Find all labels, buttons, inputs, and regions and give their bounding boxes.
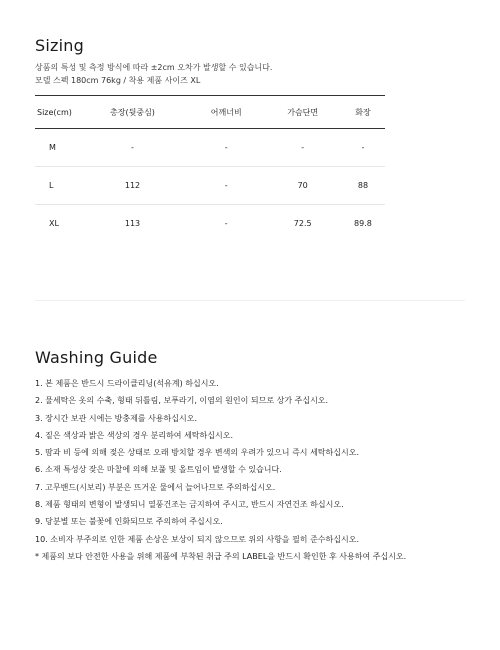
washing-guide-title: Washing Guide <box>35 348 158 367</box>
chest-width-cell: - <box>264 129 340 167</box>
list-item: 7. 고무밴드(시보리) 부분은 뜨거운 물에서 늘어나므로 주의하십시오. <box>35 482 276 492</box>
chest-width-cell: 72.5 <box>293 219 312 228</box>
header-chest-width: 가슴단면 <box>264 96 340 129</box>
header-shoulder-width: 어깨너비 <box>188 96 264 129</box>
sizing-section <box>35 36 385 242</box>
total-length-cell: - <box>77 129 188 167</box>
list-item: 2. 물세탁은 옷의 수축, 형태 뒤틀림, 보푸라기, 이염의 원인이 되므로 상가 주십시오. <box>35 396 329 406</box>
total-length-cell: 113 <box>124 219 141 228</box>
section-divider <box>35 300 465 301</box>
size-cell: M <box>35 129 77 167</box>
list-item: 6. 소재 특성상 잦은 마찰에 의해 보풀 및 올트임이 발생할 수 있습니다. <box>35 465 282 475</box>
sleeve-length-cell: 88 <box>341 167 385 205</box>
list-item: 5. 땀과 비 등에 의해 젖은 상태로 오래 방치할 경우 변색의 우려가 있으니 즉시 세탁하십시오. <box>35 448 359 458</box>
shoulder-width-cell: - <box>188 129 264 167</box>
table-row <box>35 167 385 205</box>
size-cell: L <box>35 167 77 205</box>
total-length-cell: 112 <box>77 167 188 205</box>
size-table-header-row <box>35 96 385 129</box>
header-size: Size(cm) <box>35 96 77 129</box>
list-item: 1. 본 제품은 반드시 드라이클리닝(석유계) 하십시오. <box>35 379 219 388</box>
sizing-tolerance-note: 상품의 특성 및 측정 방식에 따라 ±2cm 오차가 발생할 수 있습니다. <box>35 63 273 72</box>
shoulder-width-cell: - <box>224 219 228 228</box>
list-item: 9. 당분별 또는 불꽃에 인화되므로 주의하여 주십시오. <box>35 517 223 527</box>
table-row <box>35 205 385 243</box>
header-total-length: 총장(뒷중심) <box>77 96 188 129</box>
model-spec-note: 모델 스펙 180cm 76kg / 착용 제품 사이즈 XL <box>35 76 201 85</box>
size-cell: XL <box>49 219 59 228</box>
care-label-note: * 제품의 보다 안전한 사용을 위해 제품에 부착된 취급 주의 LABEL을 반드시 확인한 후 사용하여 주십시오. <box>35 551 407 561</box>
sleeve-length-cell: - <box>341 129 385 167</box>
table-row <box>35 129 385 167</box>
list-item: 10. 소비자 부주의로 인한 제품 손상은 보상이 되지 않으므로 위의 사항을 필히 준수하십시오. <box>35 534 359 544</box>
shoulder-width-cell: - <box>188 167 264 205</box>
list-item: 3. 장시간 보관 시에는 방충제를 사용하십시오. <box>35 413 197 423</box>
washing-guide-section <box>35 348 475 565</box>
list-item: 4. 짙은 색상과 밝은 색상의 경우 분리하여 세탁하십시오. <box>35 430 233 440</box>
washing-guide-list <box>35 375 475 565</box>
sleeve-length-cell: 89.8 <box>354 219 372 228</box>
list-item: 8. 제품 형태의 변형이 발생되니 열풍건조는 금지하여 주시고, 반드시 자연건조 하십시오. <box>35 500 344 510</box>
header-sleeve-length: 화장 <box>341 96 385 129</box>
size-table <box>35 95 385 242</box>
sizing-title: Sizing <box>35 36 84 55</box>
chest-width-cell: 70 <box>264 167 340 205</box>
